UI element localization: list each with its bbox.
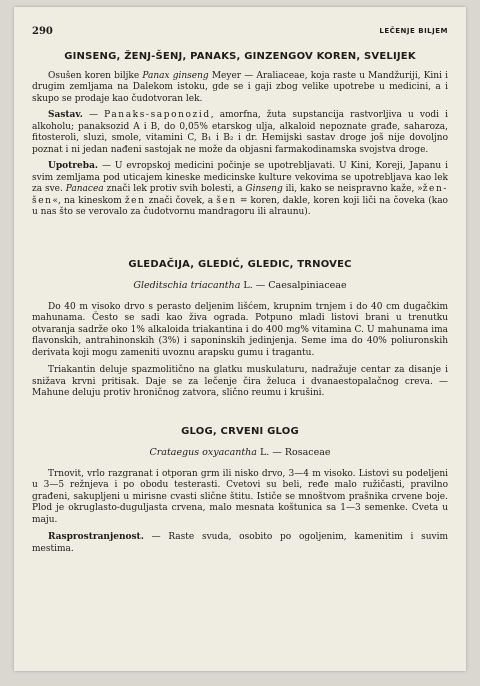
glog-description: Trnovit, vrlo razgranat i otporan grm ili nisko drvo, 3—4 m visoko. Listovi su podeljeni u 3—5 režnjeva i po obodu testerasti. Cvetovi su beli, ređe malo ružičasti, pravilno građeni, sakupljeni u mirisne cvasti slične štitu. Ističe se mnoštvom prašnika crvene boje. Plod je okruglasto-duguljasta crvena, malo mesnata koštunica sa 1—3 semenke. Cveta u maju. bbox=[32, 468, 448, 525]
gledacija-latin-name: Gleditschia triacantha L. — Caesalpiniaceae bbox=[133, 280, 347, 291]
page-number: 290 bbox=[32, 26, 53, 37]
ginseng-usage: Upotreba. — U evropskoj medicini počinje se upotrebljavati. U Kini, Koreji, Japanu i svim zemljama pod uticajem kineske medicinske kulture vekovima se upotrebljava kao lek za sve. Panacea znači lek protiv svih bolesti, a Ginseng ili, kako se neispravno kaže, »žen-šen«, na kineskom žen znači čovek, a šen = koren, dakle, koren koji liči na čoveka (kao u nas što se verovalo za čudotvornu mandragoru ili alraunu). bbox=[32, 161, 448, 217]
glog-latin-name: Crataegus oxyacantha L. — Rosaceae bbox=[149, 447, 331, 458]
gledacija-effects: Triakantin deluje spazmolitično na glatku muskulaturu, nadražuje centar za disanje i snižava krvni pritisak. Daje se za lečenje čira želuca i dvanaestopalačnog creva. — Mahune deluju protiv hroničnog zatvora, slično reumu i krušini. bbox=[32, 365, 448, 398]
ginseng-intro: Osušen koren biljke Panax ginseng Meyer — Araliaceae, koja raste u Mandžuriji, Kini i drugim zemljama na Dalekom istoku, gde se i gaji zbog velike upotrebe u medicini, a i skupo se prodaje kao čudotvoran lek. bbox=[32, 70, 448, 104]
section-title-glog: GLOG, CRVENI GLOG bbox=[181, 425, 299, 437]
page-content bbox=[32, 51, 448, 555]
ginseng-composition: Sastav. — Panaks-saponozid, amorfna, žuta supstancija rastvorljiva u vodi i alkoholu; panaksozid A i B, do 0,05% etarskog ulja, alkaloid nepoznate građe, saharoza, fitosteroli, sluzi, smole, vitamini C, B₁ i B₂ i dr. Hemijski sastav droge još nije dovoljno poznat i ni jedan nađeni sastojak ne može da objasni farmakodinamska svojstva droge. bbox=[32, 110, 448, 155]
gledacija-description: Do 40 m visoko drvo s perasto deljenim lišćem, krupnim trnjem i do 40 cm dugačkim mahunama. Često se sadi kao živa ograda. Potpuno mladi listovi brani u trenutku otvaranja sadrže oko 1% alkaloida triakantina i do 400 mg% vitamina C. U mahunama ima flavonskih, antrahinonskih (3%) i saponinskih jedinjenja. Seme ima do 40% poliuronskih derivata koji mogu zameniti uvoznu arapsku gumu i tragantu. bbox=[32, 301, 448, 358]
book-page bbox=[14, 7, 466, 671]
section-title-ginseng: GINSENG, ŽENJ-ŠENJ, PANAKS, GINZENGOV KOREN, SVELIJEK bbox=[64, 51, 416, 62]
glog-distribution: Rasprostranjenost. — Raste svuda, osobito po ogoljenim, kamenitim i suvim mestima. bbox=[32, 532, 448, 554]
running-title: LEČENJE BILJEM bbox=[379, 27, 448, 35]
section-title-gledacija: GLEDAČIJA, GLEDIĆ, GLEDIC, TRNOVEC bbox=[128, 258, 352, 270]
